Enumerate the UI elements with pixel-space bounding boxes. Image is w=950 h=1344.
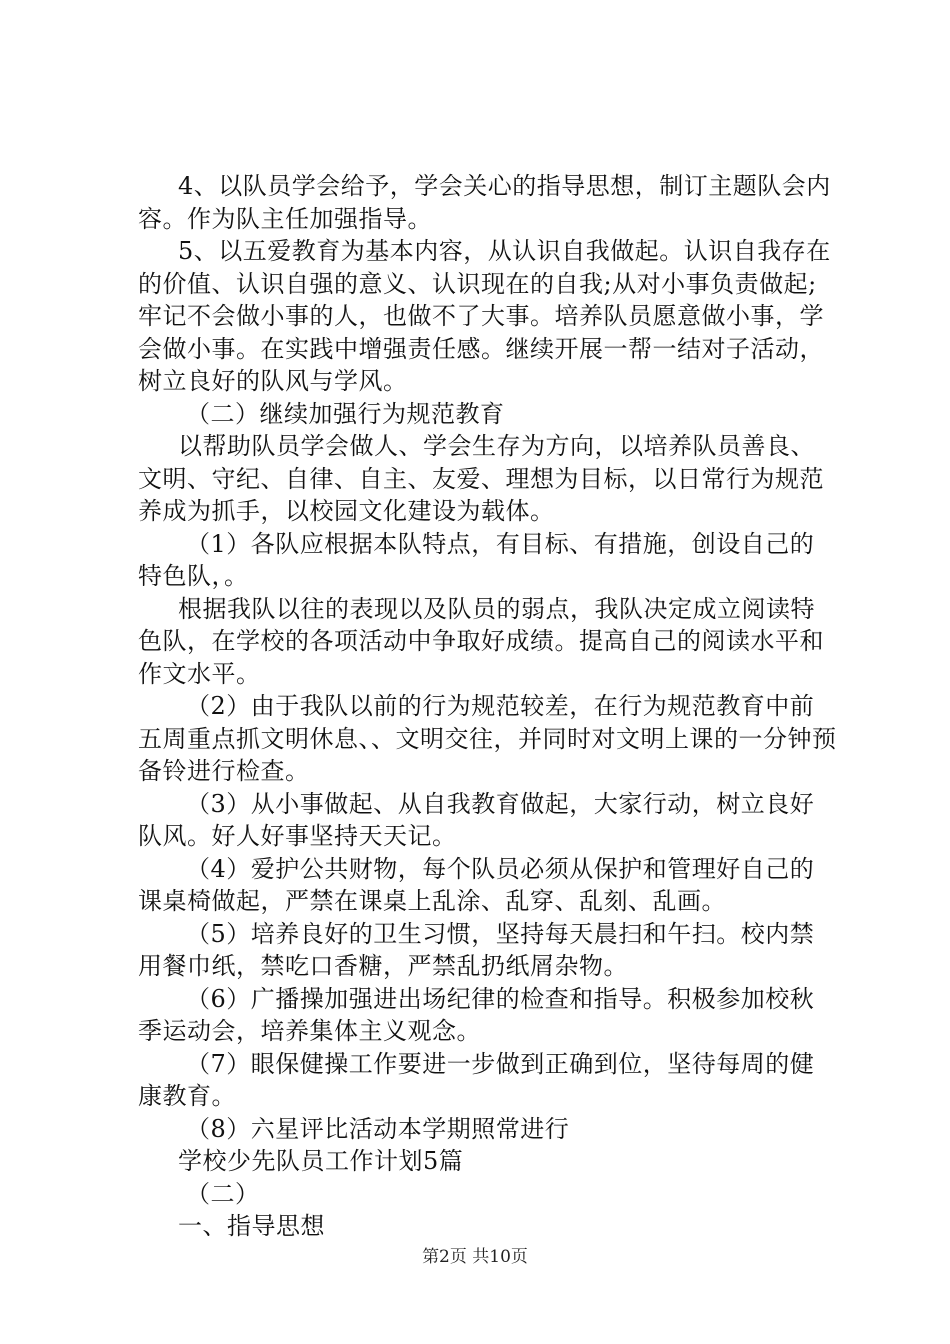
section-heading-guiding-ideology: 一、指导思想 bbox=[178, 1212, 325, 1240]
paragraph-behavior-goal: 以帮助队员学会做人、学会生存为方向，以培养队员善良、文明、守纪、自律、自主、友爱、理想为目标，以日常行为规范养成为抓手，以校园文化建设为载体。 bbox=[138, 432, 824, 525]
document-body bbox=[138, 170, 838, 1243]
section-number: （二） bbox=[186, 1179, 260, 1208]
paragraph-point-2: （2）由于我队以前的行为规范较差，在行为规范教育中前五周重点抓文明休息、、文明交往，并同时对文明上课的一分钟预备铃进行检查。 bbox=[138, 692, 837, 785]
paragraph-point-3: （3）从小事做起、从自我教育做起，大家行动，树立良好队风。好人好事坚持天天记。 bbox=[138, 789, 815, 850]
paragraph-reading-team: 根据我队以往的表现以及队员的弱点，我队决定成立阅读特色队，在学校的各项活动中争取好成绩。提高自己的阅读水平和作文水平。 bbox=[138, 594, 824, 688]
paragraph-point-5: （5）培养良好的卫生习惯，坚持每天晨扫和午扫。校内禁用餐巾纸，禁吃口香糖，严禁乱扔纸屑杂物。 bbox=[138, 919, 815, 980]
paragraph-item-5: 5、以五爱教育为基本内容，从认识自我做起。认识自我存在的价值、认识自强的意义、认识现在的自我;从对小事负责做起;牢记不会做小事的人，也做不了大事。培养队员愿意做小事，学会做小事。在实践中增强责任感。继续开展一帮一结对子活动，树立良好的队风与学风。 bbox=[138, 237, 831, 395]
page-footer: 第2页 共10页 bbox=[422, 1247, 528, 1267]
section-heading-behavior-education: （二）继续加强行为规范教育 bbox=[186, 399, 505, 428]
paragraph-point-7: （7）眼保健操工作要进一步做到正确到位，坚待每周的健康教育。 bbox=[138, 1049, 815, 1110]
paragraph-point-6: （6）广播操加强进出场纪律的检查和指导。积极参加校秋季运动会，培养集体主义观念。 bbox=[138, 984, 815, 1045]
document-subtitle: 学校少先队员工作计划5篇 bbox=[178, 1147, 464, 1175]
paragraph-item-4: 4、以队员学会给予，学会关心的指导思想，制订主题队会内容。作为队主任加强指导。 bbox=[138, 172, 831, 233]
paragraph-point-4: （4）爱护公共财物，每个队员必须从保护和管理好自己的课桌椅做起，严禁在课桌上乱涂、乱穿、乱刻、乱画。 bbox=[138, 854, 815, 915]
paragraph-point-1: （1）各队应根据本队特点，有目标、有措施，创设自己的特色队，。 bbox=[138, 529, 815, 590]
paragraph-point-8: （8）六星评比活动本学期照常进行 bbox=[186, 1114, 570, 1143]
